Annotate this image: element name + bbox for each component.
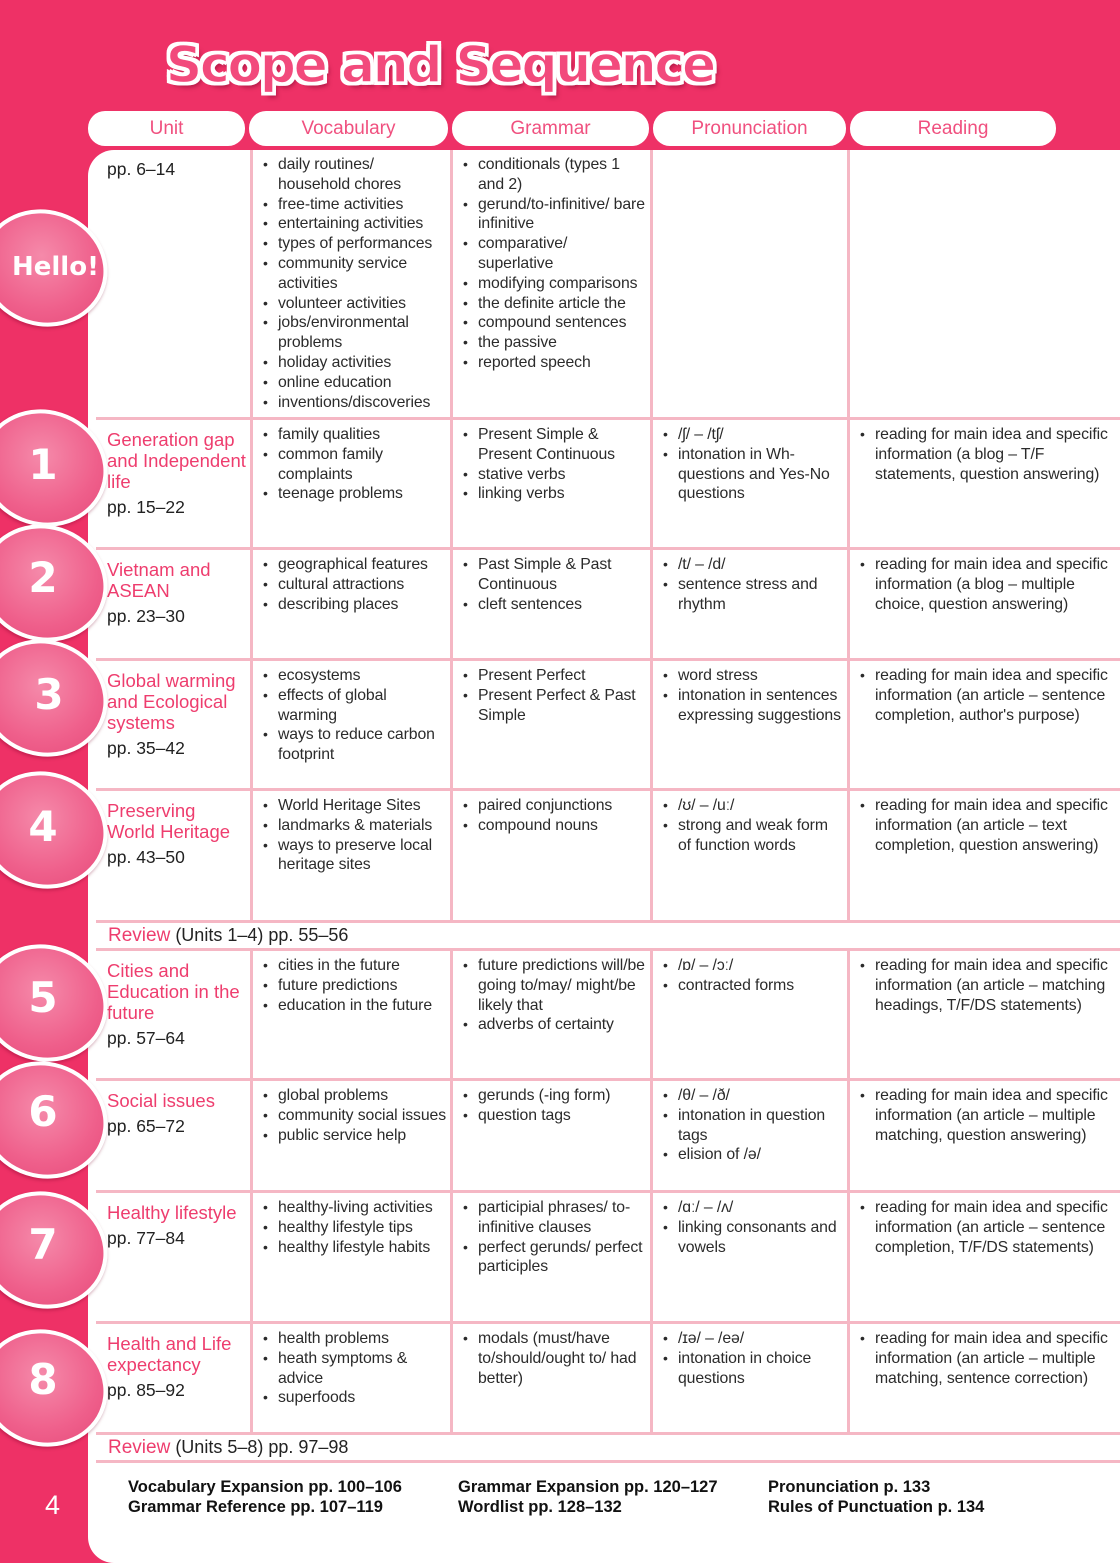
table-row-unit-6 xyxy=(96,1081,1120,1193)
unit-number: 1 xyxy=(28,440,58,489)
list-item: • sentence stress and rhythm xyxy=(661,575,843,615)
list-item: • heath symptoms & advice xyxy=(261,1349,446,1389)
reading-list xyxy=(858,666,1116,725)
list-item: • /ʊ/ – /uː/ xyxy=(661,796,843,816)
unit-number: 6 xyxy=(28,1087,58,1136)
grammar-cell xyxy=(453,951,653,1081)
pronunciation-cell xyxy=(653,951,850,1081)
list-item: • /t/ – /d/ xyxy=(661,555,843,575)
list-item: • daily routines/ household chores xyxy=(261,155,446,195)
grammar-list xyxy=(461,1198,646,1277)
grammar-cell xyxy=(453,150,653,420)
list-item: • reading for main idea and specific information (an article – text completion, question answering) xyxy=(858,796,1116,855)
grammar-cell xyxy=(453,791,653,923)
list-item: • entertaining activities xyxy=(261,214,446,234)
reading-list xyxy=(858,1086,1116,1145)
list-item: • /θ/ – /ð/ xyxy=(661,1086,843,1106)
list-item: • teenage problems xyxy=(261,484,446,504)
unit-cell xyxy=(96,420,253,550)
list-item: • conditionals (types 1 and 2) xyxy=(461,155,646,195)
list-item: • intonation in choice questions xyxy=(661,1349,843,1389)
footer-link[interactable]: Grammar Reference pp. 107–119 xyxy=(128,1498,383,1516)
review-detail: (Units 1–4) pp. 55–56 xyxy=(175,925,349,945)
list-item: • describing places xyxy=(261,595,446,615)
list-item: • linking verbs xyxy=(461,484,646,504)
reading-cell xyxy=(850,1324,1120,1435)
list-item: • /ɪə/ – /eə/ xyxy=(661,1329,843,1349)
reading-cell xyxy=(850,150,1120,420)
list-item: • strong and weak form of function words xyxy=(661,816,843,856)
review-label: Review xyxy=(108,1436,171,1458)
list-item: • reading for main idea and specific information (a blog – T/F statements, question answering) xyxy=(858,425,1116,484)
vocabulary-cell xyxy=(253,1193,453,1324)
list-item: • inventions/discoveries xyxy=(261,393,446,413)
footer-link[interactable]: Pronunciation p. 133 xyxy=(768,1478,931,1496)
pronunciation-list xyxy=(661,1329,843,1388)
vocabulary-list xyxy=(261,1086,446,1145)
pronunciation-cell xyxy=(653,1324,850,1435)
list-item: • ways to reduce carbon footprint xyxy=(261,725,446,765)
list-item: • common family complaints xyxy=(261,445,446,485)
list-item: • word stress xyxy=(661,666,843,686)
footer-link[interactable]: Rules of Punctuation p. 134 xyxy=(768,1498,985,1516)
unit-pages: pp. 6–14 xyxy=(107,159,176,179)
pronunciation-list xyxy=(661,956,843,996)
list-item: • intonation in sentences expressing suggestions xyxy=(661,686,843,726)
unit-cell xyxy=(96,1193,253,1324)
list-item: • modifying comparisons xyxy=(461,274,646,294)
pronunciation-list xyxy=(661,1198,843,1257)
pronunciation-cell xyxy=(653,1193,850,1324)
column-header-unit: Unit xyxy=(88,111,245,146)
list-item: • landmarks & materials xyxy=(261,816,446,836)
vocabulary-cell xyxy=(253,791,453,923)
list-item: • family qualities xyxy=(261,425,446,445)
unit-pages: pp. 35–42 xyxy=(107,738,185,758)
list-item: • types of performances xyxy=(261,234,446,254)
grammar-list xyxy=(461,155,646,373)
review-row xyxy=(96,1435,1120,1463)
unit-cell xyxy=(96,791,253,923)
reading-cell xyxy=(850,1193,1120,1324)
unit-pages: pp. 57–64 xyxy=(107,1028,185,1048)
unit-number: 5 xyxy=(28,973,58,1022)
reading-list xyxy=(858,796,1116,855)
list-item: • geographical features xyxy=(261,555,446,575)
reading-list xyxy=(858,1329,1116,1388)
list-item: • the passive xyxy=(461,333,646,353)
footer-link[interactable]: Grammar Expansion pp. 120–127 xyxy=(458,1478,718,1496)
list-item: • elision of /ə/ xyxy=(661,1145,843,1165)
table-row-unit-2 xyxy=(96,550,1120,661)
unit-cell xyxy=(96,550,253,661)
page-title: Scope and Sequence xyxy=(166,36,715,94)
list-item: • cities in the future xyxy=(261,956,446,976)
list-item: • perfect gerunds/ perfect participles xyxy=(461,1238,646,1278)
footer-link[interactable]: Wordlist pp. 128–132 xyxy=(458,1498,622,1516)
list-item: • ways to preserve local heritage sites xyxy=(261,836,446,876)
reading-list xyxy=(858,1198,1116,1257)
grammar-cell xyxy=(453,550,653,661)
table-row-hello xyxy=(96,150,1120,420)
list-item: • reading for main idea and specific information (an article – multiple matching, question answering) xyxy=(858,1086,1116,1145)
vocabulary-list xyxy=(261,555,446,614)
review-row xyxy=(96,923,1120,951)
hello-tab-label: Hello! xyxy=(12,252,99,282)
vocabulary-list xyxy=(261,155,446,412)
pronunciation-list xyxy=(661,1086,843,1165)
list-item: • superfoods xyxy=(261,1388,446,1408)
list-item: • comparative/ superlative xyxy=(461,234,646,274)
unit-number: 8 xyxy=(28,1355,58,1404)
list-item: • community service activities xyxy=(261,254,446,294)
table-row-unit-3 xyxy=(96,661,1120,791)
pronunciation-list xyxy=(661,555,843,614)
pronunciation-list xyxy=(661,796,843,855)
list-item: • intonation in Wh-questions and Yes-No questions xyxy=(661,445,843,504)
unit-number: 2 xyxy=(28,553,58,602)
list-item: • cultural attractions xyxy=(261,575,446,595)
grammar-cell xyxy=(453,661,653,791)
vocabulary-cell xyxy=(253,550,453,661)
vocabulary-cell xyxy=(253,951,453,1081)
unit-number: 7 xyxy=(28,1220,58,1269)
list-item: • the definite article the xyxy=(461,294,646,314)
list-item: • /ɑː/ – /ʌ/ xyxy=(661,1198,843,1218)
unit-title: Healthy lifestyle xyxy=(107,1202,237,1223)
list-item: • cleft sentences xyxy=(461,595,646,615)
list-item: • compound nouns xyxy=(461,816,646,836)
unit-title: Vietnam and ASEAN xyxy=(107,559,211,601)
unit-pages: pp. 77–84 xyxy=(107,1228,185,1248)
list-item: • Present Perfect & Past Simple xyxy=(461,686,646,726)
list-item: • Past Simple & Past Continuous xyxy=(461,555,646,595)
list-item: • holiday activities xyxy=(261,353,446,373)
unit-title: Cities and Education in the future xyxy=(107,960,240,1023)
list-item: • volunteer activities xyxy=(261,294,446,314)
list-item: • reading for main idea and specific information (an article – sentence completion, T/F/DS statements) xyxy=(858,1198,1116,1257)
unit-cell xyxy=(96,150,253,420)
pronunciation-cell xyxy=(653,791,850,923)
column-header-grammar: Grammar xyxy=(452,111,649,146)
reading-cell xyxy=(850,951,1120,1081)
review-detail: (Units 5–8) pp. 97–98 xyxy=(175,1437,349,1457)
vocabulary-list xyxy=(261,1329,446,1408)
unit-cell xyxy=(96,1324,253,1435)
list-item: • jobs/environmental problems xyxy=(261,313,446,353)
list-item: • /ʃ/ – /tʃ/ xyxy=(661,425,843,445)
unit-pages: pp. 85–92 xyxy=(107,1380,185,1400)
list-item: • compound sentences xyxy=(461,313,646,333)
pronunciation-list xyxy=(661,666,843,725)
table-row-unit-5 xyxy=(96,951,1120,1081)
unit-pages: pp. 23–30 xyxy=(107,606,185,626)
list-item: • free-time activities xyxy=(261,195,446,215)
grammar-list xyxy=(461,555,646,614)
pronunciation-cell xyxy=(653,1081,850,1193)
unit-cell xyxy=(96,951,253,1081)
vocabulary-cell xyxy=(253,1081,453,1193)
unit-title: Global warming and Ecological systems xyxy=(107,670,236,733)
unit-title: Generation gap and Independent life xyxy=(107,429,246,492)
list-item: • gerund/to-infinitive/ bare infinitive xyxy=(461,195,646,235)
list-item: • health problems xyxy=(261,1329,446,1349)
unit-title: Health and Life expectancy xyxy=(107,1333,232,1375)
list-item: • reported speech xyxy=(461,353,646,373)
reading-cell xyxy=(850,661,1120,791)
review-label: Review xyxy=(108,924,171,946)
unit-title: Preserving World Heritage xyxy=(107,800,231,842)
list-item: • Present Simple & Present Continuous xyxy=(461,425,646,465)
vocabulary-cell xyxy=(253,420,453,550)
list-item: • contracted forms xyxy=(661,976,843,996)
column-header-pronunciation: Pronunciation xyxy=(653,111,846,146)
list-item: • global problems xyxy=(261,1086,446,1106)
list-item: • World Heritage Sites xyxy=(261,796,446,816)
grammar-list xyxy=(461,1086,646,1126)
pronunciation-cell xyxy=(653,420,850,550)
footer-link[interactable]: Vocabulary Expansion pp. 100–106 xyxy=(128,1478,402,1496)
table-row-unit-8 xyxy=(96,1324,1120,1435)
reading-list xyxy=(858,956,1116,1015)
pronunciation-cell xyxy=(653,150,850,420)
unit-pages: pp. 43–50 xyxy=(107,847,185,867)
grammar-list xyxy=(461,666,646,725)
pronunciation-cell xyxy=(653,661,850,791)
reading-cell xyxy=(850,791,1120,923)
reading-cell xyxy=(850,550,1120,661)
list-item: • question tags xyxy=(461,1106,646,1126)
vocabulary-cell xyxy=(253,150,453,420)
list-item: • modals (must/have to/should/ought to/ had better) xyxy=(461,1329,646,1388)
reading-list xyxy=(858,555,1116,614)
column-header-reading: Reading xyxy=(850,111,1056,146)
unit-pages: pp. 65–72 xyxy=(107,1116,185,1136)
list-item: • Present Perfect xyxy=(461,666,646,686)
list-item: • effects of global warming xyxy=(261,686,446,726)
list-item: • healthy lifestyle habits xyxy=(261,1238,446,1258)
grammar-list xyxy=(461,956,646,1035)
unit-number: 3 xyxy=(34,670,64,719)
vocabulary-cell xyxy=(253,661,453,791)
list-item: • gerunds (-ing form) xyxy=(461,1086,646,1106)
list-item: • healthy-living activities xyxy=(261,1198,446,1218)
pronunciation-list xyxy=(661,425,843,504)
list-item: • reading for main idea and specific information (an article – multiple matching, sentence correction) xyxy=(858,1329,1116,1388)
unit-title: Social issues xyxy=(107,1090,215,1111)
vocabulary-list xyxy=(261,796,446,875)
table-row-unit-4 xyxy=(96,791,1120,923)
grammar-list xyxy=(461,1329,646,1388)
column-header-vocabulary: Vocabulary xyxy=(249,111,448,146)
list-item: • reading for main idea and specific information (an article – sentence completion, author's purpose) xyxy=(858,666,1116,725)
list-item: • reading for main idea and specific information (a blog – multiple choice, question answering) xyxy=(858,555,1116,614)
unit-number: 4 xyxy=(28,802,58,851)
vocabulary-list xyxy=(261,1198,446,1257)
list-item: • reading for main idea and specific information (an article – matching headings, T/F/DS statements) xyxy=(858,956,1116,1015)
table-row-unit-1 xyxy=(96,420,1120,550)
page-number: 4 xyxy=(45,1490,61,1520)
grammar-list xyxy=(461,796,646,836)
grammar-list xyxy=(461,425,646,504)
list-item: • healthy lifestyle tips xyxy=(261,1218,446,1238)
reading-cell xyxy=(850,1081,1120,1193)
grammar-cell xyxy=(453,420,653,550)
list-item: • online education xyxy=(261,373,446,393)
list-item: • future predictions will/be going to/may/ might/be likely that xyxy=(461,956,646,1015)
unit-cell xyxy=(96,1081,253,1193)
grammar-cell xyxy=(453,1081,653,1193)
vocabulary-list xyxy=(261,956,446,1015)
unit-pages: pp. 15–22 xyxy=(107,497,185,517)
grammar-cell xyxy=(453,1193,653,1324)
list-item: • community social issues xyxy=(261,1106,446,1126)
list-item: • paired conjunctions xyxy=(461,796,646,816)
vocabulary-list xyxy=(261,666,446,765)
unit-cell xyxy=(96,661,253,791)
reading-cell xyxy=(850,420,1120,550)
pronunciation-cell xyxy=(653,550,850,661)
list-item: • /ɒ/ – /ɔː/ xyxy=(661,956,843,976)
grammar-cell xyxy=(453,1324,653,1435)
list-item: • future predictions xyxy=(261,976,446,996)
list-item: • participial phrases/ to-infinitive clauses xyxy=(461,1198,646,1238)
list-item: • adverbs of certainty xyxy=(461,1015,646,1035)
list-item: • ecosystems xyxy=(261,666,446,686)
table-row-unit-7 xyxy=(96,1193,1120,1324)
list-item: • education in the future xyxy=(261,996,446,1016)
vocabulary-cell xyxy=(253,1324,453,1435)
list-item: • public service help xyxy=(261,1126,446,1146)
list-item: • intonation in question tags xyxy=(661,1106,843,1146)
list-item: • linking consonants and vowels xyxy=(661,1218,843,1258)
reading-list xyxy=(858,425,1116,484)
vocabulary-list xyxy=(261,425,446,504)
list-item: • stative verbs xyxy=(461,465,646,485)
